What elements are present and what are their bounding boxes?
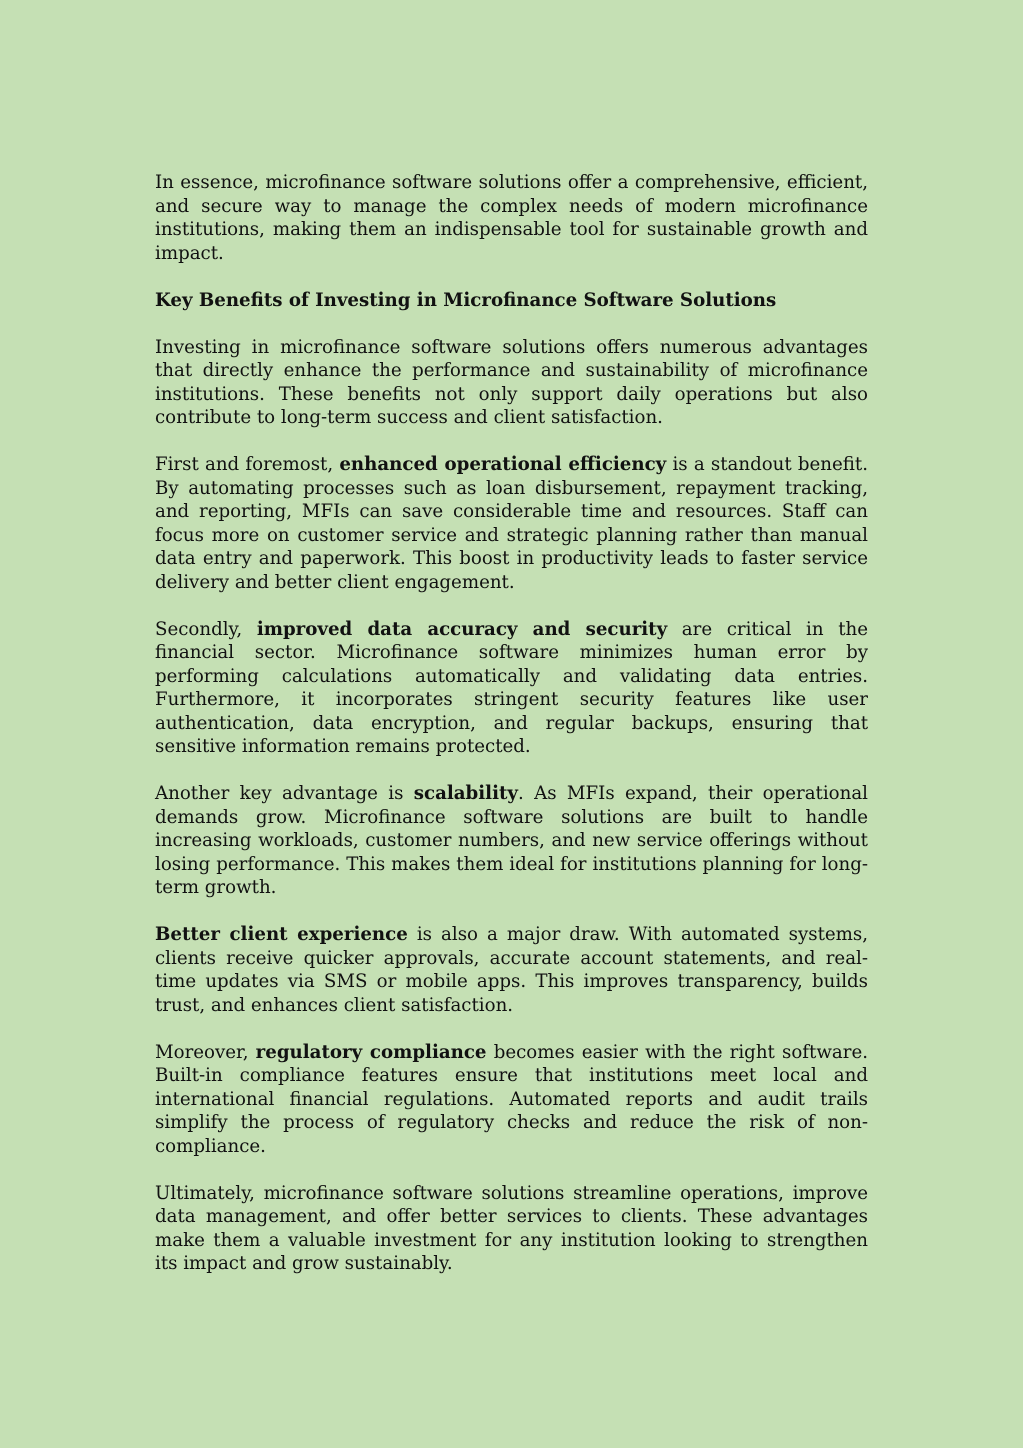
compliance-highlight: regulatory compliance	[255, 1041, 487, 1063]
document-page	[155, 171, 868, 1299]
security-paragraph	[155, 618, 868, 759]
compliance-body-text: becomes easier with the right software. Built-in compliance features ensure that institutions meet local and international financial regulations. Automated reports and audit trails simplify the process of regulatory checks and reduce the risk of non-compliance.	[155, 1041, 868, 1157]
scalability-lead-text: Another key advantage is	[155, 783, 414, 804]
client-experience-paragraph	[155, 923, 868, 1017]
security-highlight: improved data accuracy and security	[256, 618, 668, 640]
section-heading: Key Benefits of Investing in Microfinance Software Solutions	[155, 289, 777, 311]
efficiency-body-text: is a standout benefit. By automating processes such as loan disbursement, repayment tracking, and reporting, MFIs can save considerable time and resources. Staff can focus more on customer service and strategic planning rather than manual data entry and paperwork. This boost in productivity leads to faster service delivery and better client engagement.	[155, 454, 868, 593]
client-experience-body-text: is also a major draw. With automated systems, clients receive quicker approvals, accurate account statements, and real-time updates via SMS or mobile apps. This improves transparency, builds trust, and enhances client satisfaction.	[155, 924, 868, 1016]
efficiency-lead-text: First and foremost,	[155, 454, 340, 475]
efficiency-paragraph	[155, 453, 868, 594]
conclusion-paragraph: Ultimately, microfinance software solutions streamline operations, improve data management, and offer better services to clients. These advantages make them a valuable investment for any institution looking to strengthen its impact and grow sustainably.	[155, 1182, 868, 1274]
security-body-text: are critical in the financial sector. Microfinance software minimizes human error by performing calculations automatically and validating data entries. Furthermore, it incorporates stringent security features like user authentication, data encryption, and regular backups, ensuring that sensitive information remains protected.	[155, 618, 868, 757]
security-lead-text: Secondly,	[155, 618, 257, 640]
client-experience-highlight: Better client experience	[155, 924, 408, 945]
overview-paragraph: Investing in microfinance software solutions offers numerous advantages that directly enhance the performance and sustainability of microfinance institutions. These benefits not only support daily operations but also contribute to long-term success and client satisfaction.	[155, 336, 868, 428]
efficiency-highlight: enhanced operational efficiency	[339, 454, 667, 475]
intro-paragraph: In essence, microfinance software solutions offer a comprehensive, efficient, and secure way to manage the complex needs of modern microfinance institutions, making them an indispensable tool for sustainable growth and impact.	[155, 172, 868, 264]
scalability-paragraph	[155, 782, 868, 900]
compliance-paragraph	[155, 1041, 868, 1159]
scalability-highlight: scalability	[413, 783, 518, 804]
compliance-lead-text: Moreover,	[155, 1041, 256, 1063]
scalability-body-text: . As MFIs expand, their operational demands grow. Microfinance software solutions are built to handle increasing workloads, customer numbers, and new service offerings without losing performance. This makes them ideal for institutions planning for long-term growth.	[155, 783, 868, 898]
